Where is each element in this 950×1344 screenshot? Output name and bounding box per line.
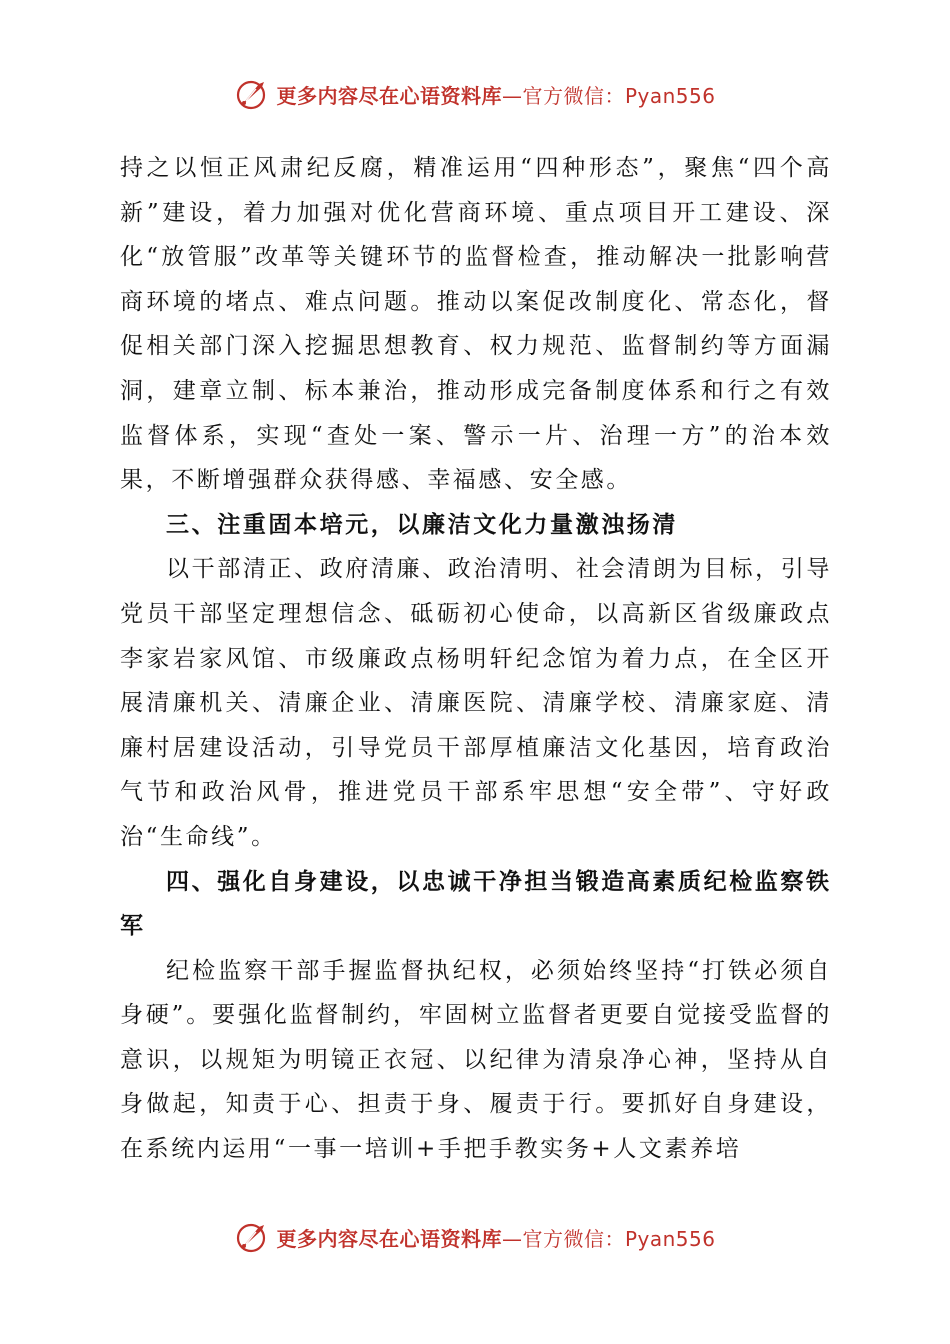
watermark-prefix: 更多内容尽在心语资料库 [276,83,502,108]
document-body [120,146,832,1172]
quill-pen-logo-icon [234,1219,270,1255]
watermark-suffix: —官方微信：Pyan556 [501,83,716,108]
watermark-banner-top [0,72,950,116]
watermark-text [276,1223,715,1252]
watermark-text [276,80,715,109]
paragraph-section-4: 纪检监察干部手握监督执纪权，必须始终坚持“打铁必须自身硬”。要强化监督制约，牢固树立监督者更要自觉接受监督的意识，以规矩为明镜正衣冠、以纪律为清泉净心神，坚持从自身做起，知责于心、担责于身、履责于行。要抓好自身建设，在系统内运用“一事一培训+手把手教实务+人文素养培 [120,957,832,1163]
quill-pen-logo-icon [234,76,270,112]
watermark-banner-bottom [0,1215,950,1259]
watermark-suffix: —官方微信：Pyan556 [501,1226,716,1251]
section-heading-3: 三、注重固本培元，以廉洁文化力量激浊扬清 [166,511,678,538]
paragraph-section-3: 以干部清正、政府清廉、政治清明、社会清朗为目标，引导党员干部坚定理想信念、砥砺初心使命，以高新区省级廉政点李家岩家风馆、市级廉政点杨明轩纪念馆为着力点，在全区开展清廉机关、清廉企业、清廉医院、清廉学校、清廉家庭、清廉村居建设活动，引导党员干部厚植廉洁文化基因，培育政治气节和政治风骨，推进党员干部系牢思想“安全带”、守好政治“生命线”。 [120,556,832,850]
section-heading-4: 四、强化自身建设，以忠诚干净担当锻造高素质纪检监察铁军 [120,868,832,940]
paragraph-continued: 持之以恒正风肃纪反腐，精准运用“四种形态”，聚焦“四个高新”建设，着力加强对优化营商环境、重点项目开工建设、深化“放管服”改革等关键环节的监督检查，推动解决一批影响营商环境的堵点、难点问题。推动以案促改制度化、常态化，督促相关部门深入挖掘思想教育、权力规范、监督制约等方面漏洞，建章立制、标本兼治，推动形成完备制度体系和行之有效监督体系，实现“查处一案、警示一片、治理一方”的治本效果，不断增强群众获得感、幸福感、安全感。 [120,155,832,494]
watermark-prefix: 更多内容尽在心语资料库 [276,1226,502,1251]
